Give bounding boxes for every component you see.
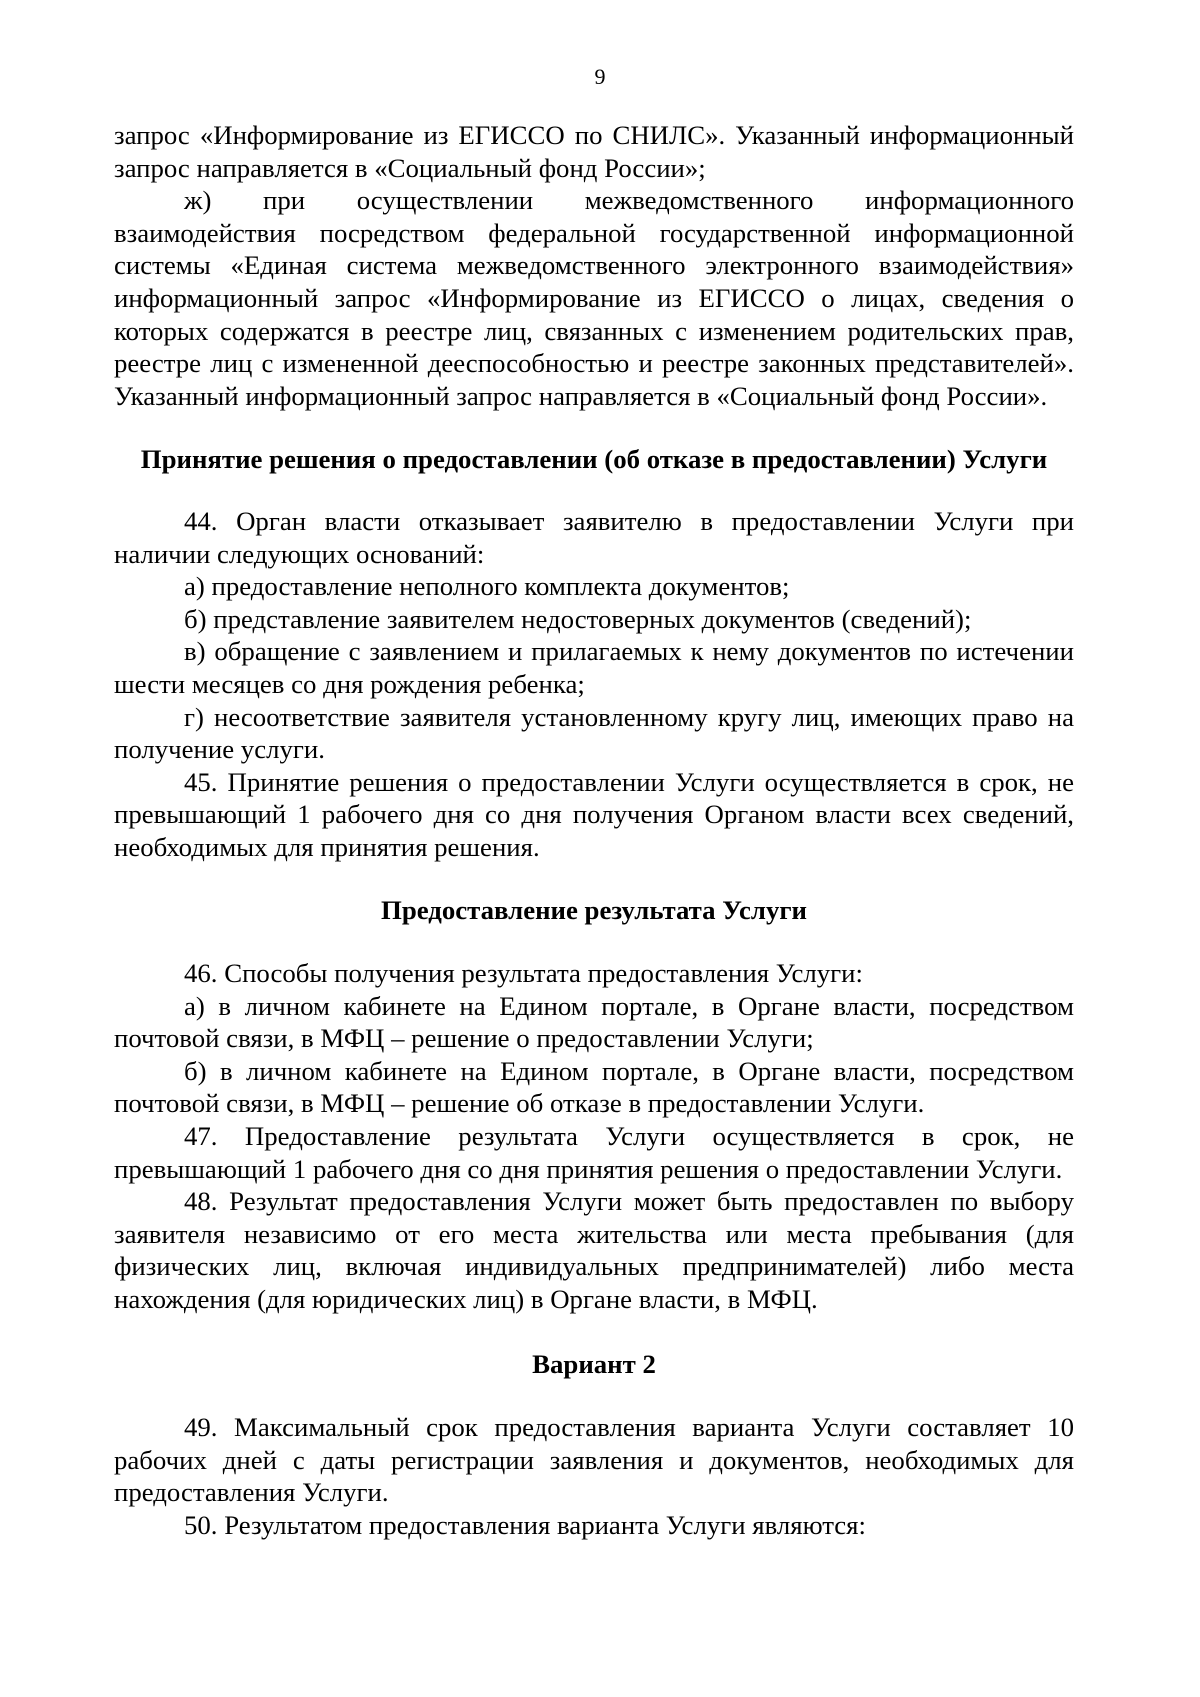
paragraph-50: 50. Результатом предоставления варианта Услуги являются: [184, 1509, 866, 1540]
paragraph-46-b: б) в личном кабинете на Едином портале, в Органе власти, посредством почтовой связи, в МФЦ – решение об отказе в предоставлении Услуги. [114, 1055, 1074, 1119]
paragraph-46-a: а) в личном кабинете на Едином портале, в Органе власти, посредством почтовой связи, в МФЦ – решение о предоставлении Услуги; [114, 990, 1074, 1054]
section-heading-result: Предоставление результата Услуги [381, 895, 807, 926]
paragraph-44-v: в) обращение с заявлением и прилагаемых к нему документов по истечении шести месяцев со дня рождения ребенка; [114, 636, 1074, 699]
section-heading-decision: Принятие решения о предоставлении (об отказе в предоставлении) Услуги [140, 444, 1048, 475]
paragraph-44-b: б) представление заявителем недостоверных документов (сведений); [184, 603, 972, 634]
section-heading-variant-2: Вариант 2 [532, 1348, 656, 1379]
paragraph-44-a: а) предоставление неполного комплекта документов; [184, 571, 790, 602]
paragraph-48: 48. Результат предоставления Услуги может быть предоставлен по выбору заявителя независимо от его места жительства или места пребывания (для физических лиц, включая индивидуальных предпринимателей) либо места нахождения (для юридических лиц) в Органе власти, в МФЦ. [114, 1186, 1074, 1314]
document-body [114, 119, 1074, 1542]
paragraph-44-g: г) несоответствие заявителя установленному кругу лиц, имеющих право на получение услуги. [114, 701, 1074, 765]
paragraph-egisso-snils: запрос «Информирование из ЕГИССО по СНИЛС». Указанный информационный запрос направляется в «Социальный фонд России»; [114, 120, 1074, 183]
paragraph-44: 44. Орган власти отказывает заявителю в предоставлении Услуги при наличии следующих оснований: [114, 505, 1074, 569]
paragraph-47: 47. Предоставление результата Услуги осуществляется в срок, не превышающий 1 рабочего дня со дня принятия решения о предоставлении Услуги. [114, 1121, 1074, 1184]
paragraph-46: 46. Способы получения результата предоставления Услуги: [184, 958, 863, 989]
paragraph-49: 49. Максимальный срок предоставления варианта Услуги составляет 10 рабочих дней с даты регистрации заявления и документов, необходимых для предоставления Услуги. [114, 1412, 1074, 1508]
page-number: 9 [594, 64, 606, 89]
paragraph-item-zh: ж) при осуществлении межведомственного информационного взаимодействия посредством федеральной государственной информационной системы «Единая система межведомственного электронного взаимодействия» информационный запрос «Информирование из ЕГИССО о лицах, сведения о которых содержатся в реестре лиц, связанных с изменением родительских прав, реестре лиц с измененной дееспособностью и реестре законных представителей». Указанный информационный запрос направляется в «Социальный фонд России». [114, 185, 1074, 411]
paragraph-45: 45. Принятие решения о предоставлении Услуги осуществляется в срок, не превышающий 1 рабочего дня со дня получения Органом власти всех сведений, необходимых для принятия решения. [114, 766, 1074, 862]
